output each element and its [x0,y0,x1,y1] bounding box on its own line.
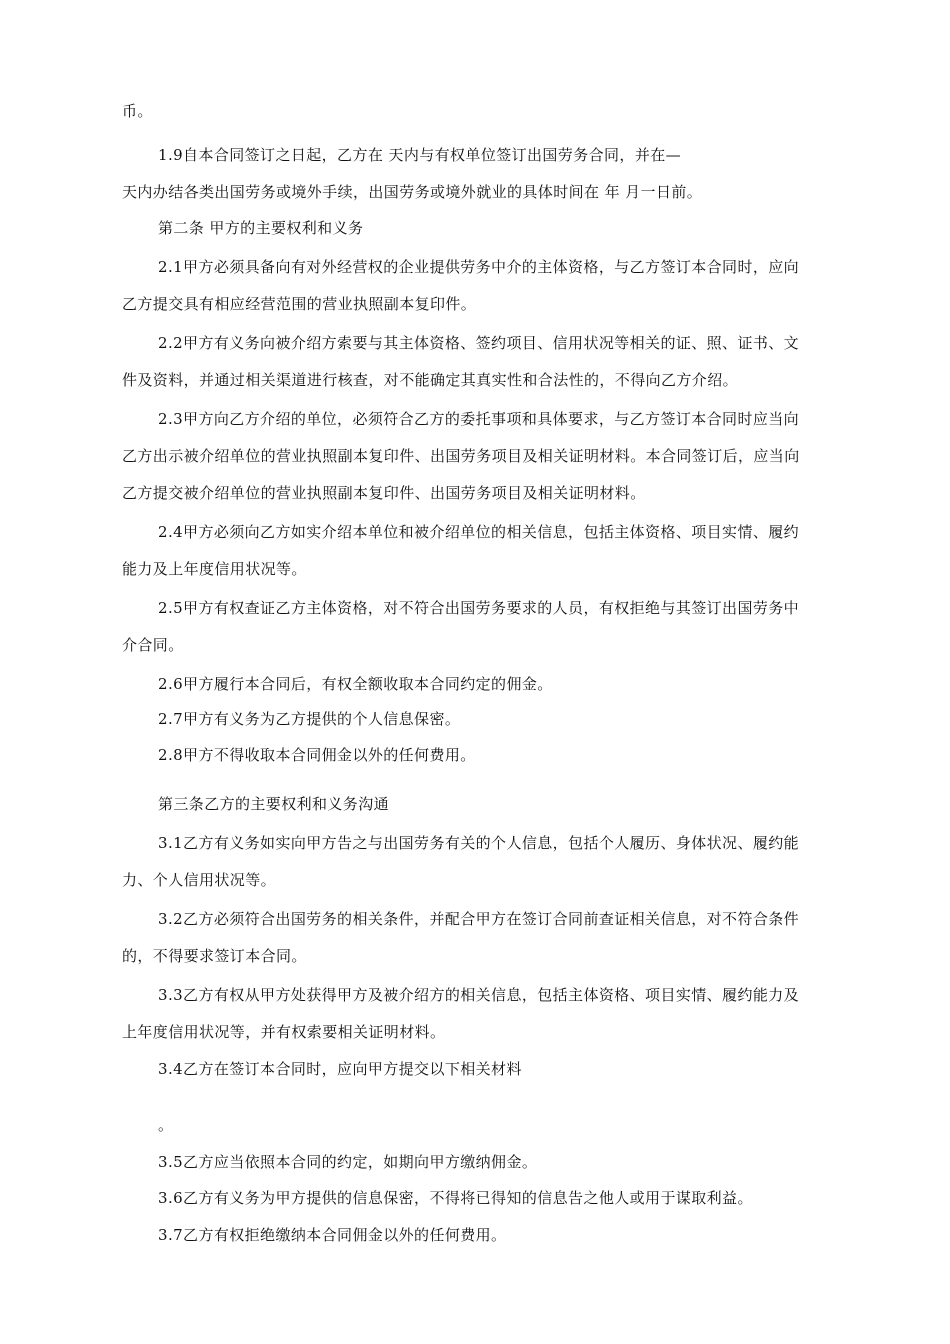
clause-2-8: 2.8甲方不得收取本合同佣金以外的任何费用。 [158,746,476,764]
article-2-heading: 第二条 甲方的主要权利和义务 [158,219,364,237]
clause-3-4-blank-line: 。 [158,1116,174,1134]
clause-2-2-line-1: 2.2甲方有义务向被介绍方索要与其主体资格、签约项目、信用状况等相关的证、照、证书、文 [158,334,800,352]
clause-3-2-line-1: 3.2乙方必须符合出国劳务的相关条件，并配合甲方在签订合同前查证相关信息，对不符合条件 [158,910,800,928]
clause-3-4: 3.4乙方在签订本合同时，应向甲方提交以下相关材料 [158,1060,522,1078]
clause-2-2-line-2: 件及资料，并通过相关渠道进行核查，对不能确定其真实性和合法性的，不得向乙方介绍。 [122,371,739,389]
clause-2-4-line-2: 能力及上年度信用状况等。 [122,560,307,578]
clause-2-3-line-2: 乙方出示被介绍单位的营业执照副本复印件、出国劳务项目及相关证明材料。本合同签订后，应当向 [122,447,800,465]
clause-3-3-line-2: 上年度信用状况等，并有权索要相关证明材料。 [122,1023,446,1041]
clause-3-3-line-1: 3.3乙方有权从甲方处获得甲方及被介绍方的相关信息，包括主体资格、项目实情、履约能力及 [158,986,800,1004]
clause-3-5: 3.5乙方应当依照本合同的约定，如期向甲方缴纳佣金。 [158,1153,538,1171]
clause-2-5-line-1: 2.5甲方有权查证乙方主体资格，对不符合出国劳务要求的人员，有权拒绝与其签订出国劳务中 [158,599,800,617]
clause-1-9-line-2: 天内办结各类出国劳务或境外手续，出国劳务或境外就业的具体时间在 年 月一日前。 [122,183,703,201]
clause-2-1-line-2: 乙方提交具有相应经营范围的营业执照副本复印件。 [122,295,477,313]
clause-3-7: 3.7乙方有权拒绝缴纳本合同佣金以外的任何费用。 [158,1226,507,1244]
clause-2-1-line-1: 2.1甲方必须具备向有对外经营权的企业提供劳务中介的主体资格，与乙方签订本合同时，应向 [158,258,800,276]
clause-2-4-line-1: 2.4甲方必须向乙方如实介绍本单位和被介绍单位的相关信息，包括主体资格、项目实情、履约 [158,523,800,541]
clause-3-1-line-1: 3.1乙方有义务如实向甲方告之与出国劳务有关的个人信息，包括个人履历、身体状况、履约能 [158,834,800,852]
clause-3-1-line-2: 力、个人信用状况等。 [122,871,277,889]
clause-3-6: 3.6乙方有义务为甲方提供的信息保密，不得将已得知的信息告之他人或用于谋取利益。 [158,1189,753,1207]
clause-3-2-line-2: 的，不得要求签订本合同。 [122,947,307,965]
text-line: 币。 [122,102,153,120]
clause-2-3-line-3: 乙方提交被介绍单位的营业执照副本复印件、出国劳务项目及相关证明材料。 [122,484,646,502]
clause-2-3-line-1: 2.3甲方向乙方介绍的单位，必须符合乙方的委托事项和具体要求，与乙方签订本合同时应当向 [158,410,800,428]
article-3-heading: 第三条乙方的主要权利和义务沟通 [158,795,390,813]
clause-2-5-line-2: 介合同。 [122,636,184,654]
clause-2-7: 2.7甲方有义务为乙方提供的个人信息保密。 [158,710,461,728]
clause-1-9-line-1: 1.9自本合同签订之日起，乙方在 天内与有权单位签订出国劳务合同，并在— [158,146,682,164]
clause-2-6: 2.6甲方履行本合同后，有权全额收取本合同约定的佣金。 [158,675,553,693]
